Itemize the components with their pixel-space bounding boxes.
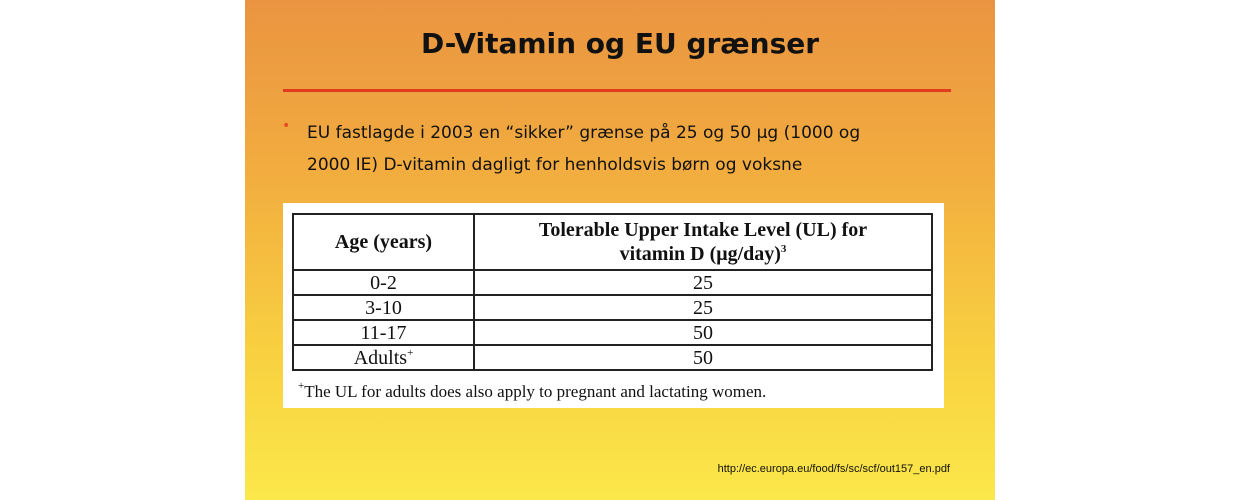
age-cell: Adults+ — [293, 345, 474, 370]
ul-cell: 50 — [474, 345, 932, 370]
bullet-line-1: EU fastlagde i 2003 en “sikker” grænse på 25 og 50 μg (1000 og — [307, 123, 861, 143]
table-row — [293, 345, 932, 370]
title-divider — [283, 89, 951, 92]
table-footnote — [298, 382, 766, 402]
header-age: Age (years) — [293, 214, 474, 270]
table-row — [293, 320, 932, 345]
table-header-row — [293, 214, 932, 270]
table-row — [293, 295, 932, 320]
header-ul — [474, 214, 932, 270]
slide-title: D-Vitamin og EU grænser — [420, 27, 820, 60]
source-link[interactable]: http://ec.europa.eu/food/fs/sc/scf/out157_en.pdf — [717, 463, 950, 475]
footnote-text: The UL for adults does also apply to pregnant and lactating women. — [304, 382, 767, 401]
header-ul-line2: vitamin D (μg/day) — [619, 243, 781, 265]
table-row — [293, 270, 932, 295]
header-ul-footnote-ref: 3 — [780, 243, 787, 255]
adults-footnote-ref: + — [407, 346, 414, 359]
footnote-mark: + — [298, 380, 305, 392]
age-cell: 0-2 — [293, 270, 474, 295]
ul-cell: 25 — [474, 270, 932, 295]
ul-cell: 25 — [474, 295, 932, 320]
ul-cell: 50 — [474, 320, 932, 345]
ul-table — [292, 213, 933, 371]
bullet-line-2: 2000 IE) D-vitamin dagligt for henholdsvis børn og voksne — [307, 155, 803, 175]
bullet-text — [307, 117, 947, 181]
header-ul-line1: Tolerable Upper Intake Level (UL) for — [538, 219, 868, 241]
age-cell: 11-17 — [293, 320, 474, 345]
slide — [245, 0, 995, 500]
bullet-icon: • — [282, 118, 291, 134]
age-cell: 3-10 — [293, 295, 474, 320]
ul-table-image — [283, 203, 944, 408]
